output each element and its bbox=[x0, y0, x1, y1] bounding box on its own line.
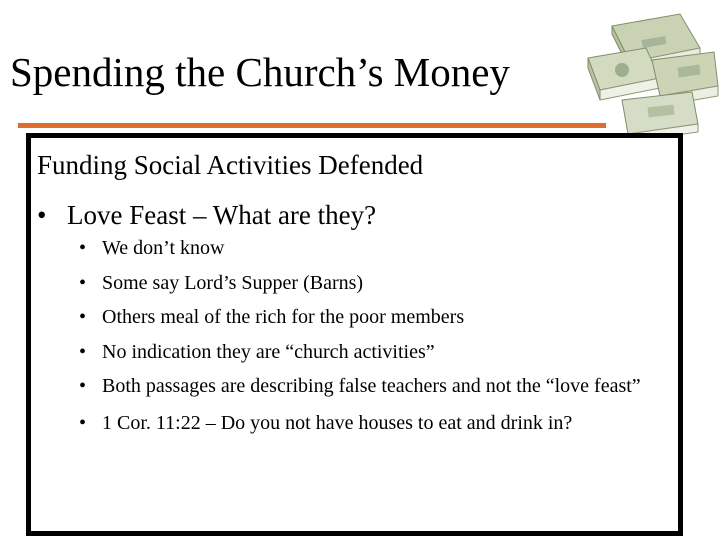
bullet-icon: • bbox=[79, 271, 87, 294]
bullet-icon: • bbox=[79, 411, 87, 434]
bullet-icon: • bbox=[79, 375, 87, 397]
section-heading: Funding Social Activities Defended bbox=[37, 150, 424, 180]
bullet-icon: • bbox=[79, 306, 87, 328]
bullet-icon: • bbox=[79, 340, 87, 363]
list-item-text: We don’t know bbox=[102, 237, 225, 259]
bullet-icon: • bbox=[79, 237, 87, 259]
main-bullet-item bbox=[37, 198, 376, 232]
list-item-text: Some say Lord’s Supper (Barns) bbox=[102, 271, 364, 294]
money-stacks-image bbox=[582, 8, 720, 142]
list-item bbox=[79, 237, 669, 261]
bullet-icon: • bbox=[37, 200, 47, 230]
list-item-text: No indication they are “church activities” bbox=[102, 340, 435, 363]
money-stack-left bbox=[588, 48, 660, 100]
content-box bbox=[26, 133, 683, 536]
list-item bbox=[79, 412, 669, 436]
slide-title: Spending the Church’s Money bbox=[10, 49, 510, 95]
list-item bbox=[79, 272, 669, 296]
list-item bbox=[79, 375, 669, 399]
main-bullet-text: Love Feast – What are they? bbox=[67, 200, 377, 230]
title-underline-rule bbox=[18, 123, 606, 128]
sub-bullet-list bbox=[79, 237, 669, 446]
list-item-text: Others meal of the rich for the poor members bbox=[102, 306, 465, 328]
list-item-text: 1 Cor. 11:22 – Do you not have houses to eat and drink in? bbox=[102, 411, 573, 434]
list-item bbox=[79, 306, 669, 330]
list-item-text: Both passages are describing false teachers and not the “love feast” bbox=[102, 375, 641, 397]
list-item bbox=[79, 341, 669, 365]
